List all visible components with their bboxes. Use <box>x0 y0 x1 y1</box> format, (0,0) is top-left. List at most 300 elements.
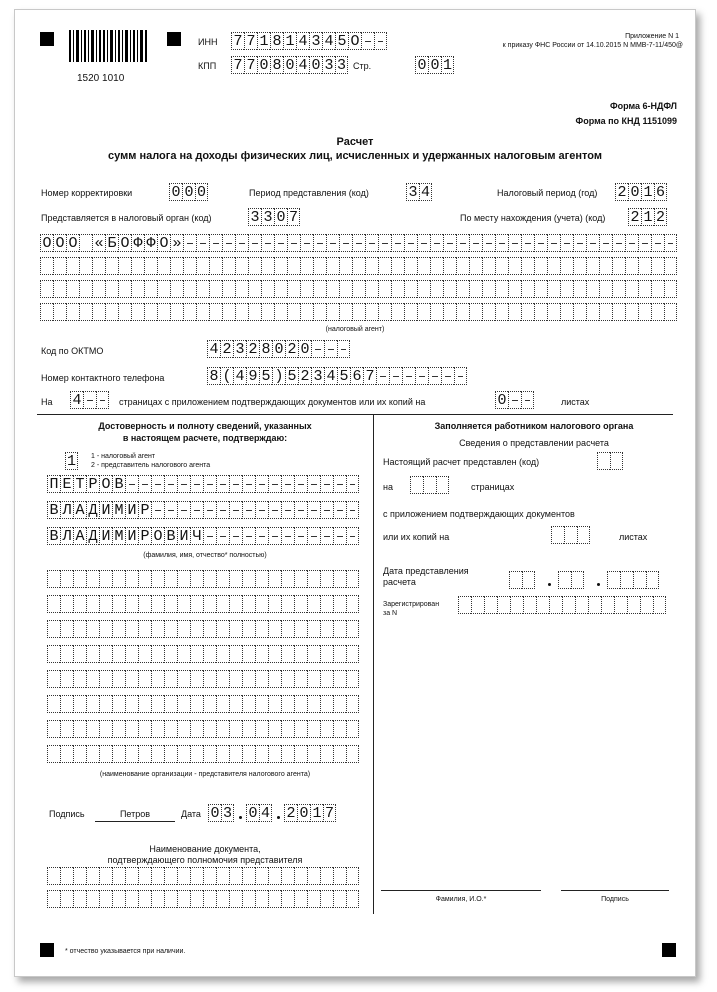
cell <box>47 695 60 713</box>
cell <box>164 695 177 713</box>
cell <box>560 234 573 252</box>
cell <box>495 257 508 275</box>
cell <box>428 367 441 385</box>
cell <box>274 234 287 252</box>
cell <box>378 234 391 252</box>
cell <box>112 720 125 738</box>
cell <box>79 280 92 298</box>
cell <box>346 570 359 588</box>
cell <box>190 745 203 763</box>
cell <box>151 475 164 493</box>
org-row-6 <box>47 695 359 713</box>
cell <box>66 280 79 298</box>
cell: « <box>92 234 105 252</box>
cell <box>131 303 144 321</box>
cell: П <box>47 475 60 493</box>
tax-period-cells <box>615 183 667 201</box>
cell <box>404 234 417 252</box>
cell: В <box>164 527 177 545</box>
cell: Т <box>73 475 86 493</box>
cell <box>203 475 216 493</box>
date-dot-2 <box>277 816 280 819</box>
cell <box>125 695 138 713</box>
cell <box>268 527 281 545</box>
date-year-cells <box>284 804 336 822</box>
cell <box>209 234 222 252</box>
sign-value: Петров <box>119 809 151 819</box>
cell <box>222 234 235 252</box>
cell <box>586 234 599 252</box>
cell <box>294 867 307 885</box>
cell <box>612 257 625 275</box>
cell: 4 <box>296 32 309 50</box>
cell <box>229 695 242 713</box>
cell <box>86 695 99 713</box>
cell <box>203 645 216 663</box>
org-row-5 <box>47 670 359 688</box>
cell <box>86 595 99 613</box>
cell <box>255 645 268 663</box>
cell <box>53 280 66 298</box>
cell <box>352 257 365 275</box>
cell <box>196 280 209 298</box>
cell: Ф <box>131 234 144 252</box>
cell <box>391 303 404 321</box>
cell <box>346 695 359 713</box>
cell <box>378 280 391 298</box>
cell: 0 <box>169 183 182 201</box>
cell <box>509 571 522 589</box>
cell: 3 <box>233 340 246 358</box>
cell <box>112 695 125 713</box>
cell <box>99 620 112 638</box>
cell <box>190 867 203 885</box>
cell <box>294 527 307 545</box>
cell <box>352 234 365 252</box>
cell <box>99 695 112 713</box>
location-label: По месту нахождения (учета) (код) <box>460 213 606 223</box>
cell <box>320 475 333 493</box>
cell <box>40 303 53 321</box>
barcode-number: 1520 1010 <box>77 73 125 84</box>
cell <box>294 695 307 713</box>
submission-dot-2 <box>597 583 600 586</box>
cell <box>144 257 157 275</box>
cell <box>378 303 391 321</box>
cell <box>177 570 190 588</box>
cell <box>346 527 359 545</box>
cell <box>430 280 443 298</box>
cell <box>651 280 664 298</box>
cell <box>281 670 294 688</box>
cell <box>339 303 352 321</box>
cell: 2 <box>655 209 665 226</box>
cell <box>287 234 300 252</box>
cell: Б <box>105 234 118 252</box>
cell <box>482 303 495 321</box>
signer-option-1: 1 - налоговый агент <box>91 453 156 460</box>
cell <box>125 570 138 588</box>
cell: Е <box>60 475 73 493</box>
cell <box>164 670 177 688</box>
cell <box>469 234 482 252</box>
cell <box>268 720 281 738</box>
cell <box>294 595 307 613</box>
cell <box>255 890 268 908</box>
cell <box>294 570 307 588</box>
cell <box>157 257 170 275</box>
cell <box>281 620 294 638</box>
cell <box>521 234 534 252</box>
cell <box>415 367 428 385</box>
footnote: * отчество указывается при наличии. <box>65 948 186 955</box>
agent-row-4 <box>40 303 677 321</box>
org-row-3 <box>47 620 359 638</box>
kpp-cells <box>231 56 348 74</box>
cell <box>508 303 521 321</box>
cell <box>177 867 190 885</box>
cell <box>482 280 495 298</box>
cell <box>47 595 60 613</box>
cell <box>242 867 255 885</box>
cell <box>454 367 467 385</box>
cell <box>337 340 350 358</box>
copies-cells <box>495 391 534 409</box>
cell <box>73 595 86 613</box>
cell <box>307 645 320 663</box>
cell <box>73 695 86 713</box>
patronymic-cells <box>47 527 359 545</box>
cell <box>203 570 216 588</box>
cell <box>307 720 320 738</box>
cell <box>320 595 333 613</box>
cell <box>216 527 229 545</box>
cell <box>73 867 86 885</box>
cell: Р <box>138 527 151 545</box>
cell <box>346 595 359 613</box>
cell <box>216 595 229 613</box>
cell <box>294 645 307 663</box>
cell: 2 <box>615 183 628 201</box>
cell <box>307 527 320 545</box>
cell <box>287 280 300 298</box>
cell <box>164 595 177 613</box>
cell: И <box>125 527 138 545</box>
cell <box>229 570 242 588</box>
cell <box>242 501 255 519</box>
cell <box>47 745 60 763</box>
doc-row-1 <box>47 867 359 885</box>
cell <box>125 745 138 763</box>
cell <box>235 257 248 275</box>
cell <box>307 745 320 763</box>
cell <box>404 257 417 275</box>
cell <box>625 257 638 275</box>
cell <box>482 257 495 275</box>
cell <box>92 280 105 298</box>
cell <box>229 670 242 688</box>
cell <box>599 234 612 252</box>
cell <box>599 303 612 321</box>
period-cells <box>406 183 432 201</box>
cell <box>456 257 469 275</box>
cell <box>47 570 60 588</box>
oktmo-cells <box>207 340 350 358</box>
cell <box>60 867 73 885</box>
appendix-line2: к приказу ФНС России от 14.10.2015 N ММВ-7-11/450@ <box>502 42 683 49</box>
cell: 0 <box>196 184 206 201</box>
cell: 0 <box>297 804 310 822</box>
cell <box>216 501 229 519</box>
cell <box>47 645 60 663</box>
cell <box>86 570 99 588</box>
cell: 0 <box>272 340 285 358</box>
cell <box>86 720 99 738</box>
cell: О <box>40 234 53 252</box>
right-subheading: Сведения о представлении расчета <box>459 438 609 448</box>
cell <box>105 303 118 321</box>
cell: В <box>47 527 60 545</box>
cell: Д <box>86 501 99 519</box>
cell <box>125 595 138 613</box>
cell <box>456 303 469 321</box>
cell <box>307 595 320 613</box>
cell <box>60 595 73 613</box>
cell <box>391 234 404 252</box>
cell <box>443 280 456 298</box>
cell <box>300 234 313 252</box>
cell <box>99 745 112 763</box>
period-label: Период представления (код) <box>249 188 369 198</box>
cell <box>469 280 482 298</box>
name-cells <box>47 501 359 519</box>
copies-count-cells <box>551 526 590 544</box>
cell: 0 <box>208 804 221 822</box>
cell <box>229 645 242 663</box>
cell <box>326 280 339 298</box>
cell <box>346 620 359 638</box>
cell: 8 <box>270 32 283 50</box>
sign-label: Подпись <box>49 809 85 819</box>
cell <box>248 280 261 298</box>
cell <box>521 257 534 275</box>
cell <box>183 234 196 252</box>
cell <box>255 501 268 519</box>
cell: 0 <box>274 208 287 226</box>
phone-cells <box>207 367 467 385</box>
cell <box>183 280 196 298</box>
kpp-label: КПП <box>198 61 217 71</box>
cell: 2 <box>285 340 298 358</box>
cell: 4 <box>296 56 309 74</box>
cell <box>281 645 294 663</box>
cell: » <box>170 234 183 252</box>
sheets-label: листах <box>619 532 648 542</box>
cell: 7 <box>324 805 334 822</box>
cell <box>625 234 638 252</box>
cell <box>547 234 560 252</box>
cell <box>190 595 203 613</box>
cell <box>521 391 534 409</box>
cell <box>138 475 151 493</box>
cell: 1 <box>442 57 452 74</box>
cell <box>242 720 255 738</box>
cell <box>664 280 677 298</box>
submission-date-label-1: Дата представления <box>383 566 469 576</box>
location-cells <box>628 208 667 226</box>
corner-mark-top-mid <box>167 32 181 46</box>
cell <box>235 303 248 321</box>
cell <box>333 570 346 588</box>
agent-caption: (налоговый агент) <box>325 326 385 333</box>
cell: 4 <box>324 367 337 385</box>
cell <box>222 257 235 275</box>
cell <box>86 620 99 638</box>
submission-month-cells <box>558 571 584 589</box>
cell <box>664 257 677 275</box>
cell <box>651 257 664 275</box>
cell <box>190 475 203 493</box>
cell <box>164 890 177 908</box>
cell <box>508 257 521 275</box>
cell <box>599 280 612 298</box>
cell: 0 <box>298 340 311 358</box>
cell: 3 <box>222 805 232 822</box>
cell <box>339 257 352 275</box>
cell <box>138 595 151 613</box>
correction-cells <box>169 183 208 201</box>
cell <box>190 720 203 738</box>
cell <box>60 620 73 638</box>
cell <box>125 645 138 663</box>
cell <box>376 367 389 385</box>
cell <box>333 595 346 613</box>
cell <box>597 452 610 470</box>
cell <box>417 303 430 321</box>
cell <box>607 571 620 589</box>
cell <box>60 720 73 738</box>
cell <box>86 745 99 763</box>
cell <box>183 303 196 321</box>
cell <box>66 257 79 275</box>
cell <box>430 234 443 252</box>
cell <box>112 645 125 663</box>
cell <box>229 501 242 519</box>
cell <box>177 720 190 738</box>
cell: 8 <box>270 56 283 74</box>
cell <box>313 234 326 252</box>
cell: 4 <box>70 391 83 409</box>
cell <box>79 303 92 321</box>
cell <box>320 645 333 663</box>
cell <box>125 620 138 638</box>
barcode-graphic <box>67 30 151 72</box>
cell: О <box>99 475 112 493</box>
tax-authority-cells <box>248 208 300 226</box>
cell <box>138 620 151 638</box>
right-heading: Заполняется работником налогового органа <box>434 421 634 431</box>
cell <box>138 720 151 738</box>
sign-line-right <box>561 890 669 891</box>
cell <box>99 645 112 663</box>
cell <box>326 234 339 252</box>
cell <box>138 745 151 763</box>
cell <box>333 475 346 493</box>
cell: 7 <box>288 209 298 226</box>
cell <box>131 257 144 275</box>
cell: В <box>112 475 125 493</box>
cell: 6 <box>350 367 363 385</box>
cell <box>47 867 60 885</box>
fio-line <box>381 890 541 891</box>
cell <box>144 303 157 321</box>
org-row-4 <box>47 645 359 663</box>
cell: ( <box>220 367 233 385</box>
cell: ) <box>272 367 285 385</box>
registered-label-1: Зарегистрирован <box>383 601 440 608</box>
cell <box>456 234 469 252</box>
cell <box>510 596 523 614</box>
org-row-1 <box>47 570 359 588</box>
cell <box>281 695 294 713</box>
cell: 1 <box>283 32 296 50</box>
cell <box>313 257 326 275</box>
cell <box>203 890 216 908</box>
org-row-7 <box>47 720 359 738</box>
cell <box>216 570 229 588</box>
cell <box>203 867 216 885</box>
cell: О <box>66 234 79 252</box>
cell <box>534 234 547 252</box>
cell <box>577 526 590 544</box>
cell <box>294 720 307 738</box>
cell <box>203 595 216 613</box>
cell: 3 <box>261 208 274 226</box>
cell <box>255 475 268 493</box>
cell: Ч <box>190 527 203 545</box>
cell <box>164 867 177 885</box>
cell <box>268 890 281 908</box>
cell <box>534 303 547 321</box>
fio-label: Фамилия, И.О.* <box>435 896 487 903</box>
cell: 0 <box>428 56 441 74</box>
cell <box>255 595 268 613</box>
cell <box>157 280 170 298</box>
cell: 7 <box>244 56 257 74</box>
cell <box>612 303 625 321</box>
cell <box>86 645 99 663</box>
cell: 3 <box>322 56 335 74</box>
cell <box>248 234 261 252</box>
cell: Л <box>60 501 73 519</box>
cell <box>112 890 125 908</box>
cell: 4 <box>322 32 335 50</box>
cell <box>255 670 268 688</box>
cell <box>268 501 281 519</box>
cell <box>229 867 242 885</box>
cell <box>320 501 333 519</box>
cell <box>320 695 333 713</box>
cell <box>410 476 423 494</box>
registered-number-cells <box>458 596 666 614</box>
cell <box>196 234 209 252</box>
cell: 7 <box>231 56 244 74</box>
submission-dot-1 <box>548 583 551 586</box>
cell <box>300 257 313 275</box>
cell <box>138 670 151 688</box>
column-divider <box>373 414 374 914</box>
cell <box>255 527 268 545</box>
